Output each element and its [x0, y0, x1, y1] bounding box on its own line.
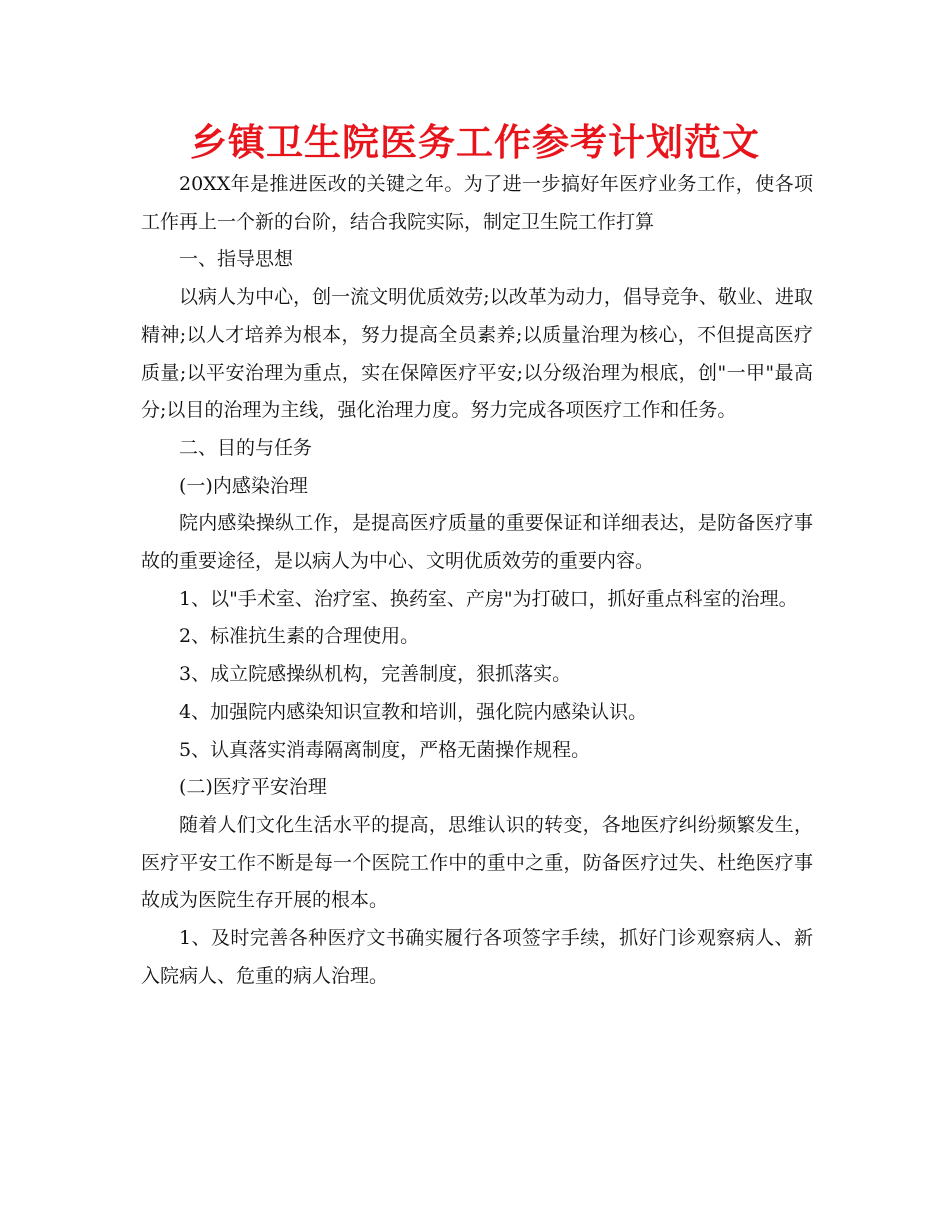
paragraph-guiding-thought: 以病人为中心，创一流文明优质效劳;以改革为动力，倡导竞争、敬业、进取精神;以人才培养为根本，努力提高全员素养;以质量治理为核心，不但提高医疗质量;以平安治理为重点，实在保障医疗平安;以分级治理为根底，创"一甲"最高分;以目的治理为主线，强化治理力度。努力完成各项医疗工作和任务。 — [141, 286, 813, 422]
section-heading-guiding-thought: 一、指导思想 — [179, 248, 294, 271]
list-item: 1、及时完善各种医疗文书确实履行各项签字手续，抓好门诊观察病人、新入院病人、危重的病人治理。 — [141, 927, 813, 987]
paragraph-infection-control: 院内感染操纵工作，是提高医疗质量的重要保证和详细表达，是防备医疗事故的重要途径，是以病人为中心、文明优质效劳的重要内容。 — [141, 512, 813, 573]
paragraph-medical-safety: 随着人们文化生活水平的提高，思维认识的转变，各地医疗纠纷频繁发生，医疗平安工作不断是每一个医院工作中的重中之重，防备医疗过失、杜绝医疗事故成为医院生存开展的根本。 — [141, 813, 813, 912]
document-body — [141, 166, 813, 995]
subsection-heading-infection-control: (一)内感染治理 — [179, 474, 308, 497]
list-item: 4、加强院内感染知识宣教和培训，强化院内感染认识。 — [179, 700, 648, 723]
paragraph-intro: 20XX年是推进医改的关键之年。为了进一步搞好年医疗业务工作，使各项工作再上一个新的台阶，结合我院实际，制定卫生院工作打算 — [141, 173, 813, 233]
list-item: 1、以"手术室、治疗室、换药室、产房"为打破口，抓好重点科室的治理。 — [179, 587, 798, 610]
document-title: 乡镇卫生院医务工作参考计划范文 — [190, 121, 760, 164]
list-item: 3、成立院感操纵机构，完善制度，狠抓落实。 — [179, 663, 572, 686]
list-item: 5、认真落实消毒隔离制度，严格无菌操作规程。 — [179, 738, 591, 761]
list-item: 2、标准抗生素的合理使用。 — [179, 625, 420, 648]
subsection-heading-medical-safety: (二)医疗平安治理 — [179, 776, 327, 799]
section-heading-goals-tasks: 二、目的与任务 — [179, 436, 313, 459]
